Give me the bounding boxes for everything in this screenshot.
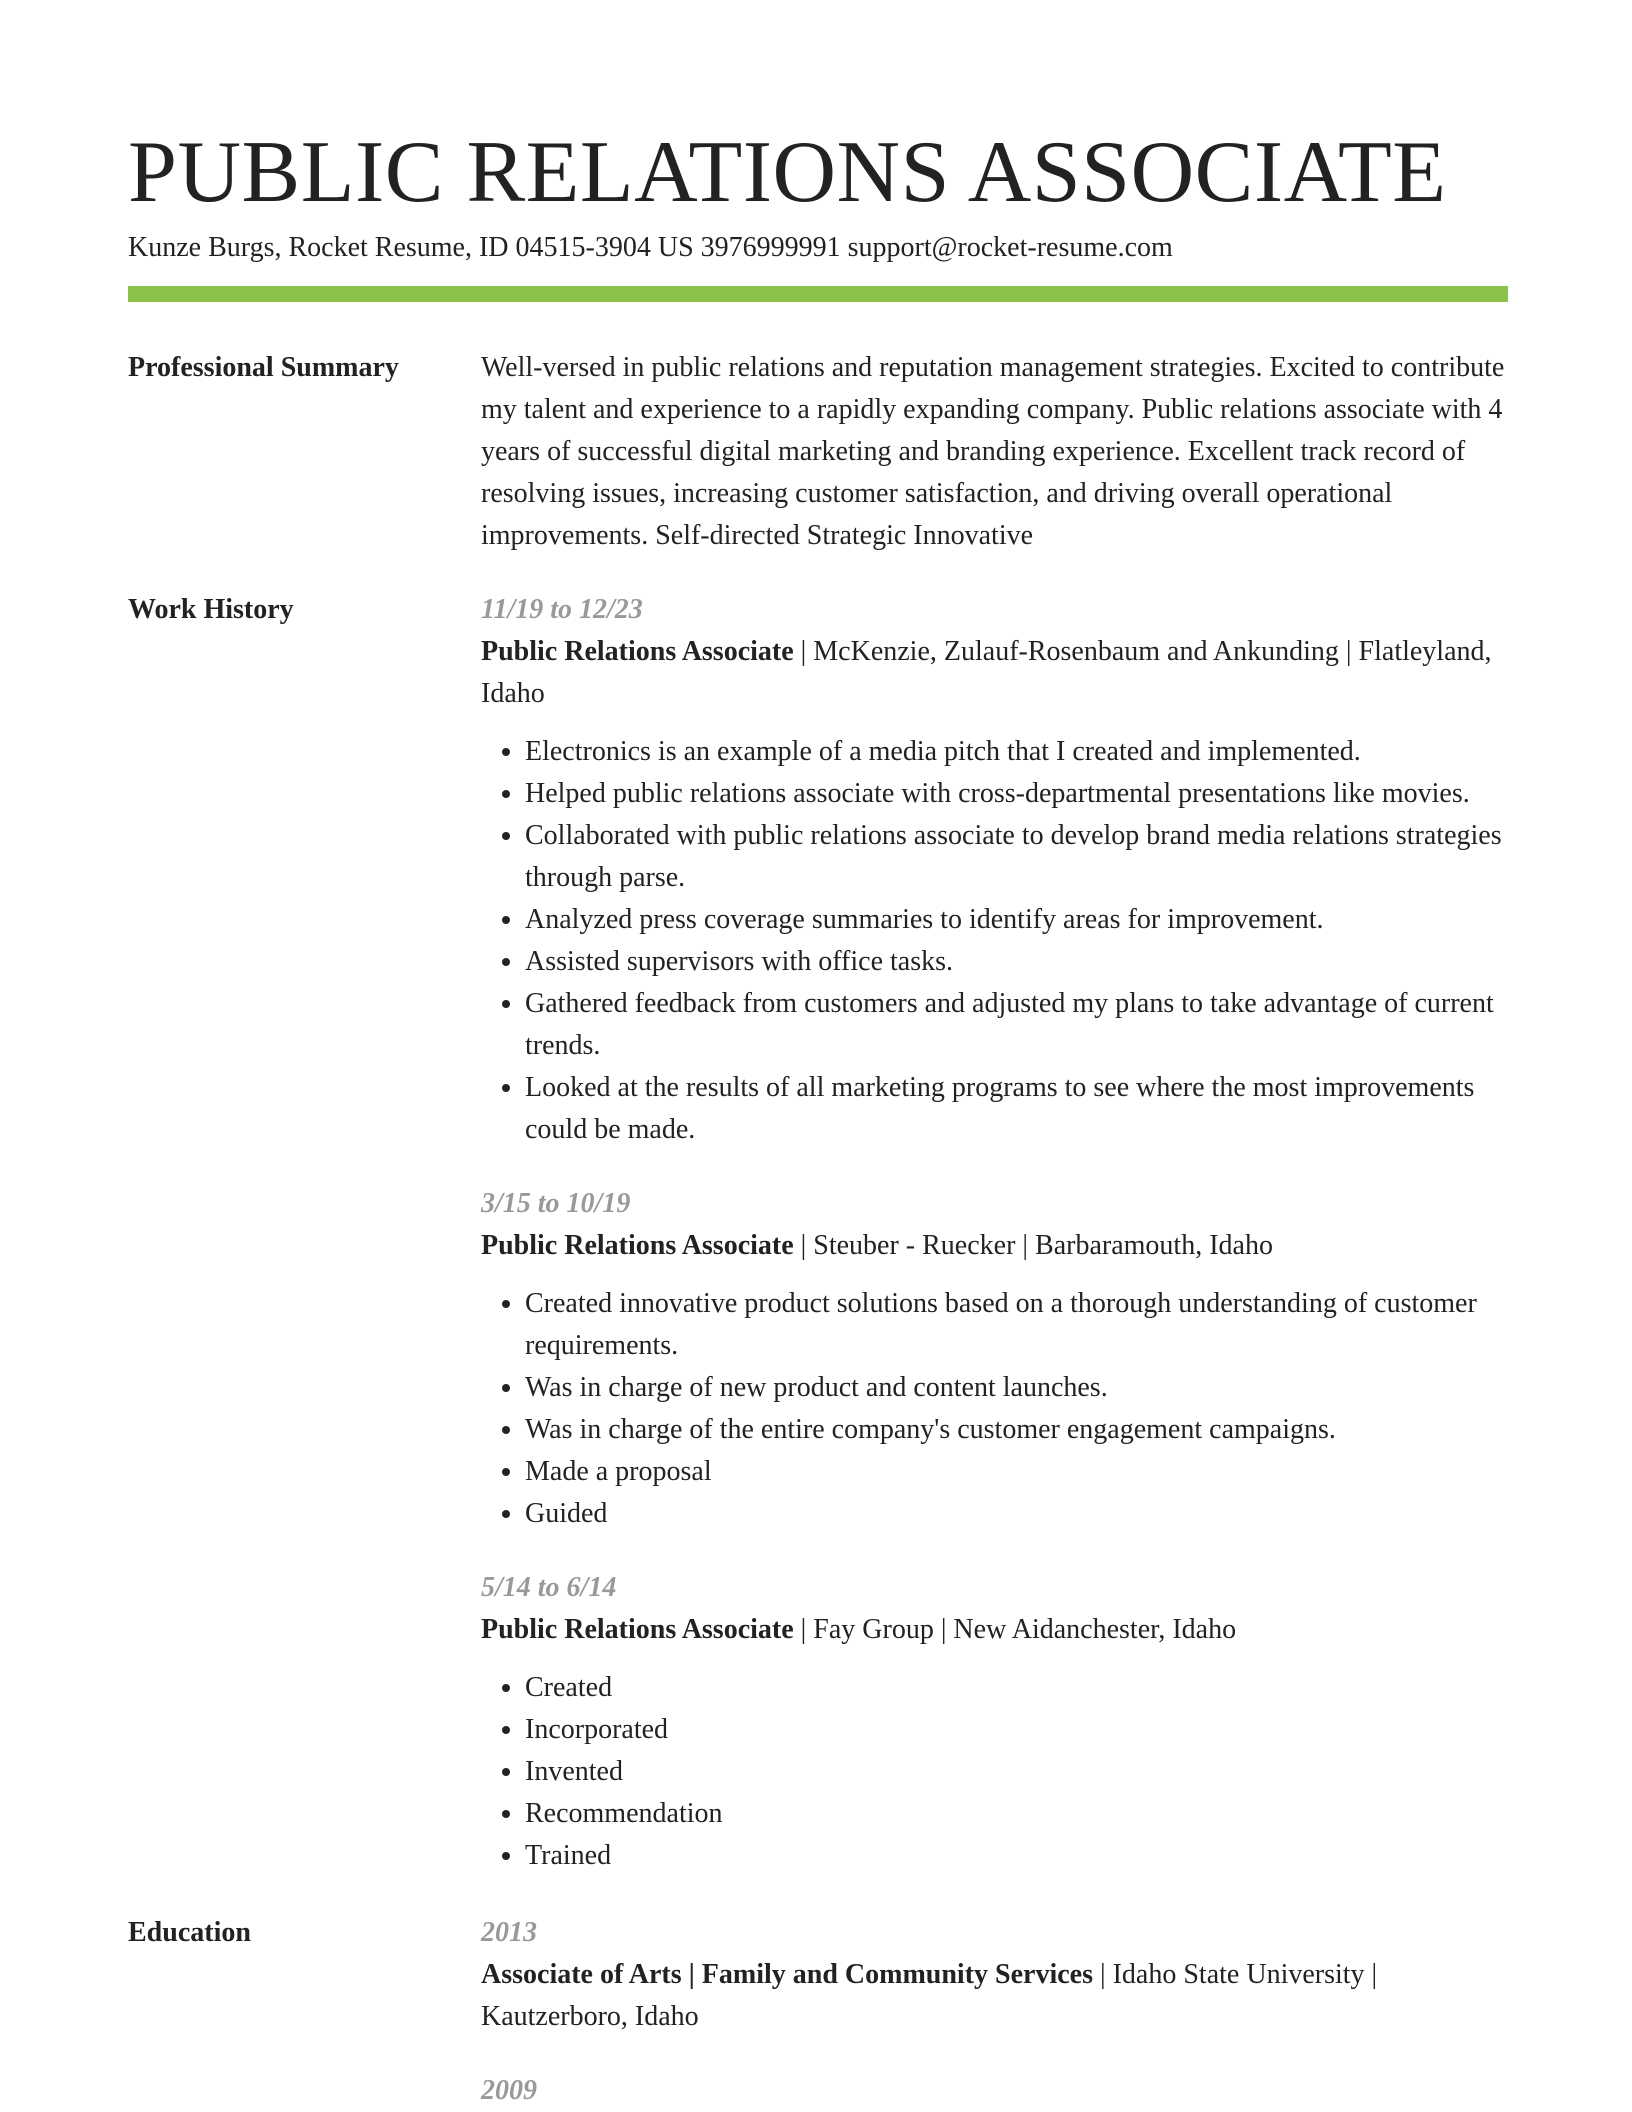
job-bullet: • Trained	[525, 1835, 1508, 1877]
education-year: 2009	[481, 2075, 537, 2106]
job-bullet: • Assisted supervisors with office tasks.	[525, 941, 1508, 983]
education-entry	[481, 2070, 1508, 2112]
job-bullets	[481, 1283, 1508, 1535]
work-history-body	[481, 589, 1508, 1877]
job-bullet: • Invented	[525, 1751, 1508, 1793]
job-entry	[481, 1567, 1508, 1877]
job-bullets	[481, 731, 1508, 1151]
job-bullet: • Recommendation	[525, 1793, 1508, 1835]
education-heading: Education	[128, 1917, 251, 1948]
job-bullet: • Electronics is an example of a media pitch that I created and implemented.	[525, 731, 1508, 773]
job-bullet: • Incorporated	[525, 1709, 1508, 1751]
job-bullet: • Created	[525, 1667, 1508, 1709]
job-bullet: • Looked at the results of all marketing programs to see where the most improvements could be made.	[525, 1067, 1508, 1151]
job-title: Public Relations Associate	[481, 636, 794, 667]
job-dates: 11/19 to 12/23	[481, 594, 643, 625]
job-heading	[481, 631, 1508, 715]
job-bullet: • Gathered feedback from customers and adjusted my plans to take advantage of current trends.	[525, 983, 1508, 1067]
job-bullet: • Analyzed press coverage summaries to identify areas for improvement.	[525, 899, 1508, 941]
job-entry	[481, 1183, 1508, 1535]
job-details: | McKenzie, Zulauf-Rosenbaum and Ankunding | Flatleyland, Idaho	[481, 636, 1492, 709]
job-details: | Steuber - Ruecker | Barbaramouth, Idaho	[793, 1230, 1273, 1261]
education-heading-line	[481, 1954, 1508, 2038]
job-details: | Fay Group | New Aidanchester, Idaho	[793, 1614, 1237, 1645]
job-heading	[481, 1225, 1508, 1267]
job-bullet: • Collaborated with public relations associate to develop brand media relations strategies through parse.	[525, 815, 1508, 899]
job-heading	[481, 1609, 1508, 1651]
job-bullets	[481, 1667, 1508, 1877]
job-dates: 3/15 to 10/19	[481, 1188, 631, 1219]
job-bullet: • Created innovative product solutions based on a thorough understanding of customer requirements.	[525, 1283, 1508, 1367]
job-dates: 5/14 to 6/14	[481, 1572, 617, 1603]
job-bullet: • Was in charge of new product and content launches.	[525, 1367, 1508, 1409]
education-details: | Idaho State University | Kautzerboro, Idaho	[481, 1959, 1378, 2032]
job-bullet: • Helped public relations associate with cross-departmental presentations like movies.	[525, 773, 1508, 815]
education-degree: Associate of Arts | Family and Community Services	[481, 1959, 1093, 1990]
work-history-heading: Work History	[128, 594, 294, 625]
summary-body	[481, 347, 1508, 557]
job-title: Public Relations Associate	[481, 1614, 794, 1645]
job-bullet: • Made a proposal	[525, 1451, 1508, 1493]
education-body	[481, 1912, 1508, 2112]
education-entry	[481, 1912, 1508, 2038]
summary-text: Well-versed in public relations and reputation management strategies. Excited to contribute my talent and experience to a rapidly expanding company. Public relations associate with 4 years of successful digital marketing and branding experience. Excellent track record of resolving issues, increasing customer satisfaction, and driving overall operational improvements. Self-directed Strategic Innovative	[481, 352, 1505, 551]
header-divider	[128, 286, 1508, 302]
contact-line: Kunze Burgs, Rocket Resume, ID 04515-3904 US 3976999991 support@rocket-resume.com	[128, 232, 1173, 263]
job-entry	[481, 589, 1508, 1151]
resume-title: PUBLIC RELATIONS ASSOCIATE	[128, 124, 1447, 221]
summary-heading: Professional Summary	[128, 352, 399, 383]
education-year: 2013	[481, 1917, 537, 1948]
job-bullet: • Was in charge of the entire company's customer engagement campaigns.	[525, 1409, 1508, 1451]
job-title: Public Relations Associate	[481, 1230, 794, 1261]
job-bullet: • Guided	[525, 1493, 1508, 1535]
